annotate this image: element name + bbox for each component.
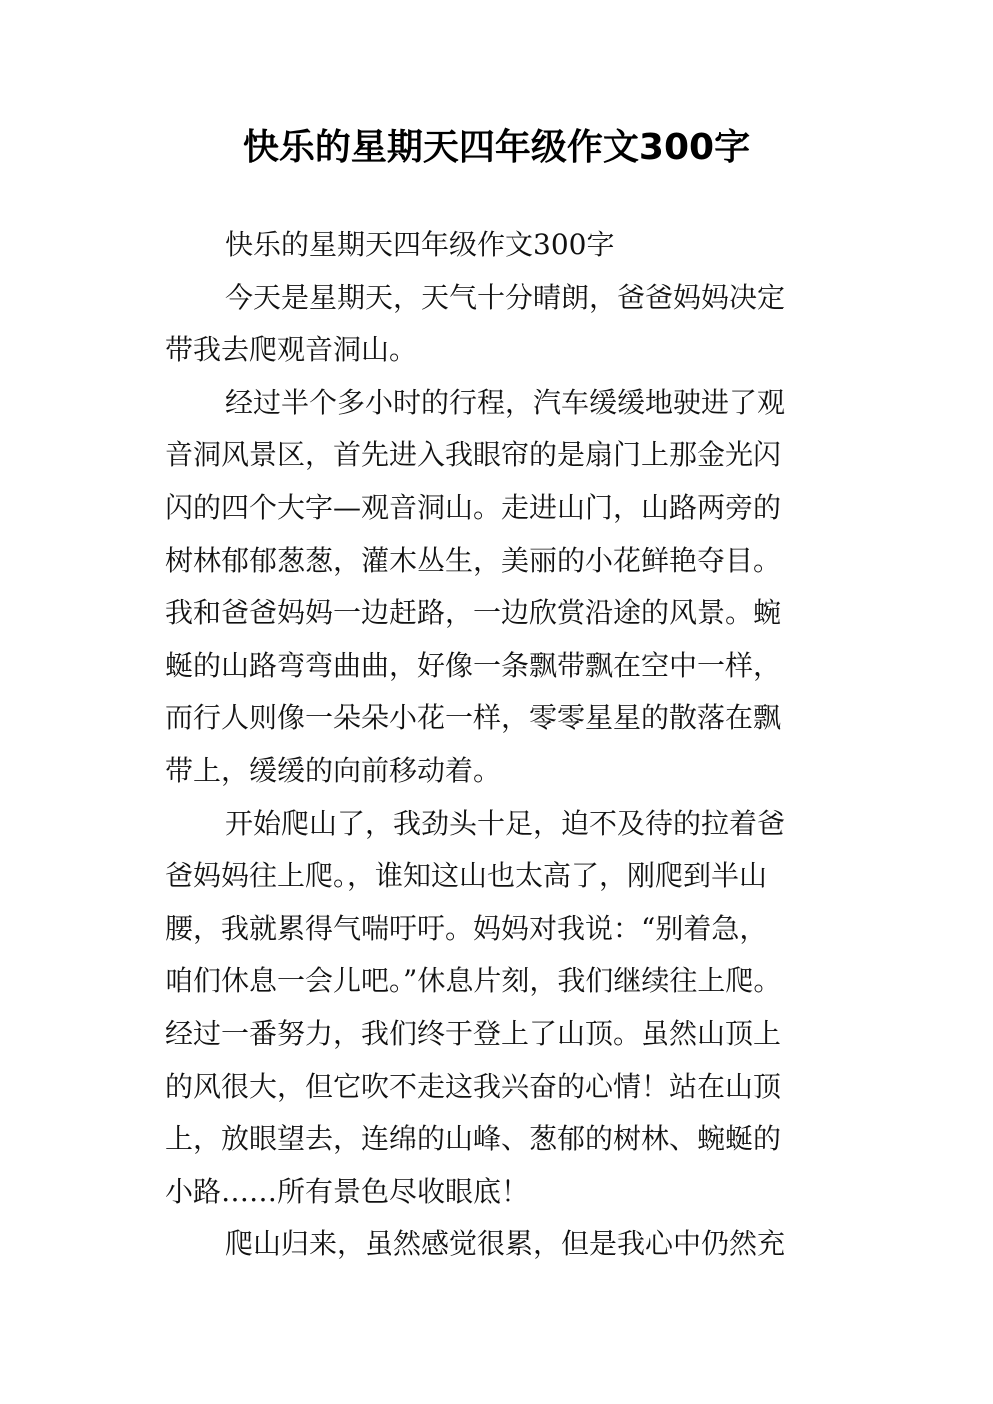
text-line: 树林郁郁葱葱，灌木丛生，美丽的小花鲜艳夺目。 [165,543,782,577]
text-line: 上，放眼望去，连绵的山峰、葱郁的树林、蜿蜒的 [165,1122,782,1156]
text-line: 腰，我就累得气喘吁吁。妈妈对我说：“别着急， [165,911,768,945]
paragraph-subtitle [165,219,827,272]
text-line: 蜒的山路弯弯曲曲，好像一条飘带飘在空中一样， [165,648,782,682]
document-body [165,219,827,1271]
paragraph-climbing [165,798,827,1219]
text-line: 经过一番努力，我们终于登上了山顶。虽然山顶上 [165,1016,782,1050]
text-line: 爬山归来，虽然感觉很累，但是我心中仍然充 [225,1227,786,1261]
text-line: 咱们休息一会儿吧。”休息片刻，我们继续往上爬。 [165,964,782,998]
text-line: 今天是星期天，天气十分晴朗，爸爸妈妈决定 [225,280,786,314]
document-title: 快乐的星期天四年级作文300字 [242,127,751,168]
text-line: 音洞风景区，首先进入我眼帘的是扇门上那金光闪 [165,438,782,472]
text-line: 的风很大，但它吹不走这我兴奋的心情！站在山顶 [165,1069,782,1103]
paragraph-journey [165,377,827,798]
text-line: 带上，缓缓的向前移动着。 [165,753,502,787]
text-line: 带我去爬观音洞山。 [165,333,418,367]
text-line: 爸妈妈往上爬。，谁知这山也太高了，刚爬到半山 [165,859,768,893]
text-line: 闪的四个大字—观音洞山。走进山门，山路两旁的 [165,490,782,524]
paragraph-intro [165,272,827,377]
text-line: 而行人则像一朵朵小花一样，零零星星的散落在飘 [165,701,782,735]
text-line: 小路……所有景色尽收眼底！ [165,1174,530,1208]
text-line: 经过半个多小时的行程，汽车缓缓地驶进了观 [225,385,786,419]
text-line: 快乐的星期天四年级作文300字 [225,228,615,261]
paragraph-return [165,1218,827,1271]
text-line: 我和爸爸妈妈一边赶路，一边欣赏沿途的风景。蜿 [165,596,782,630]
text-line: 开始爬山了，我劲头十足，迫不及待的拉着爸 [225,806,786,840]
